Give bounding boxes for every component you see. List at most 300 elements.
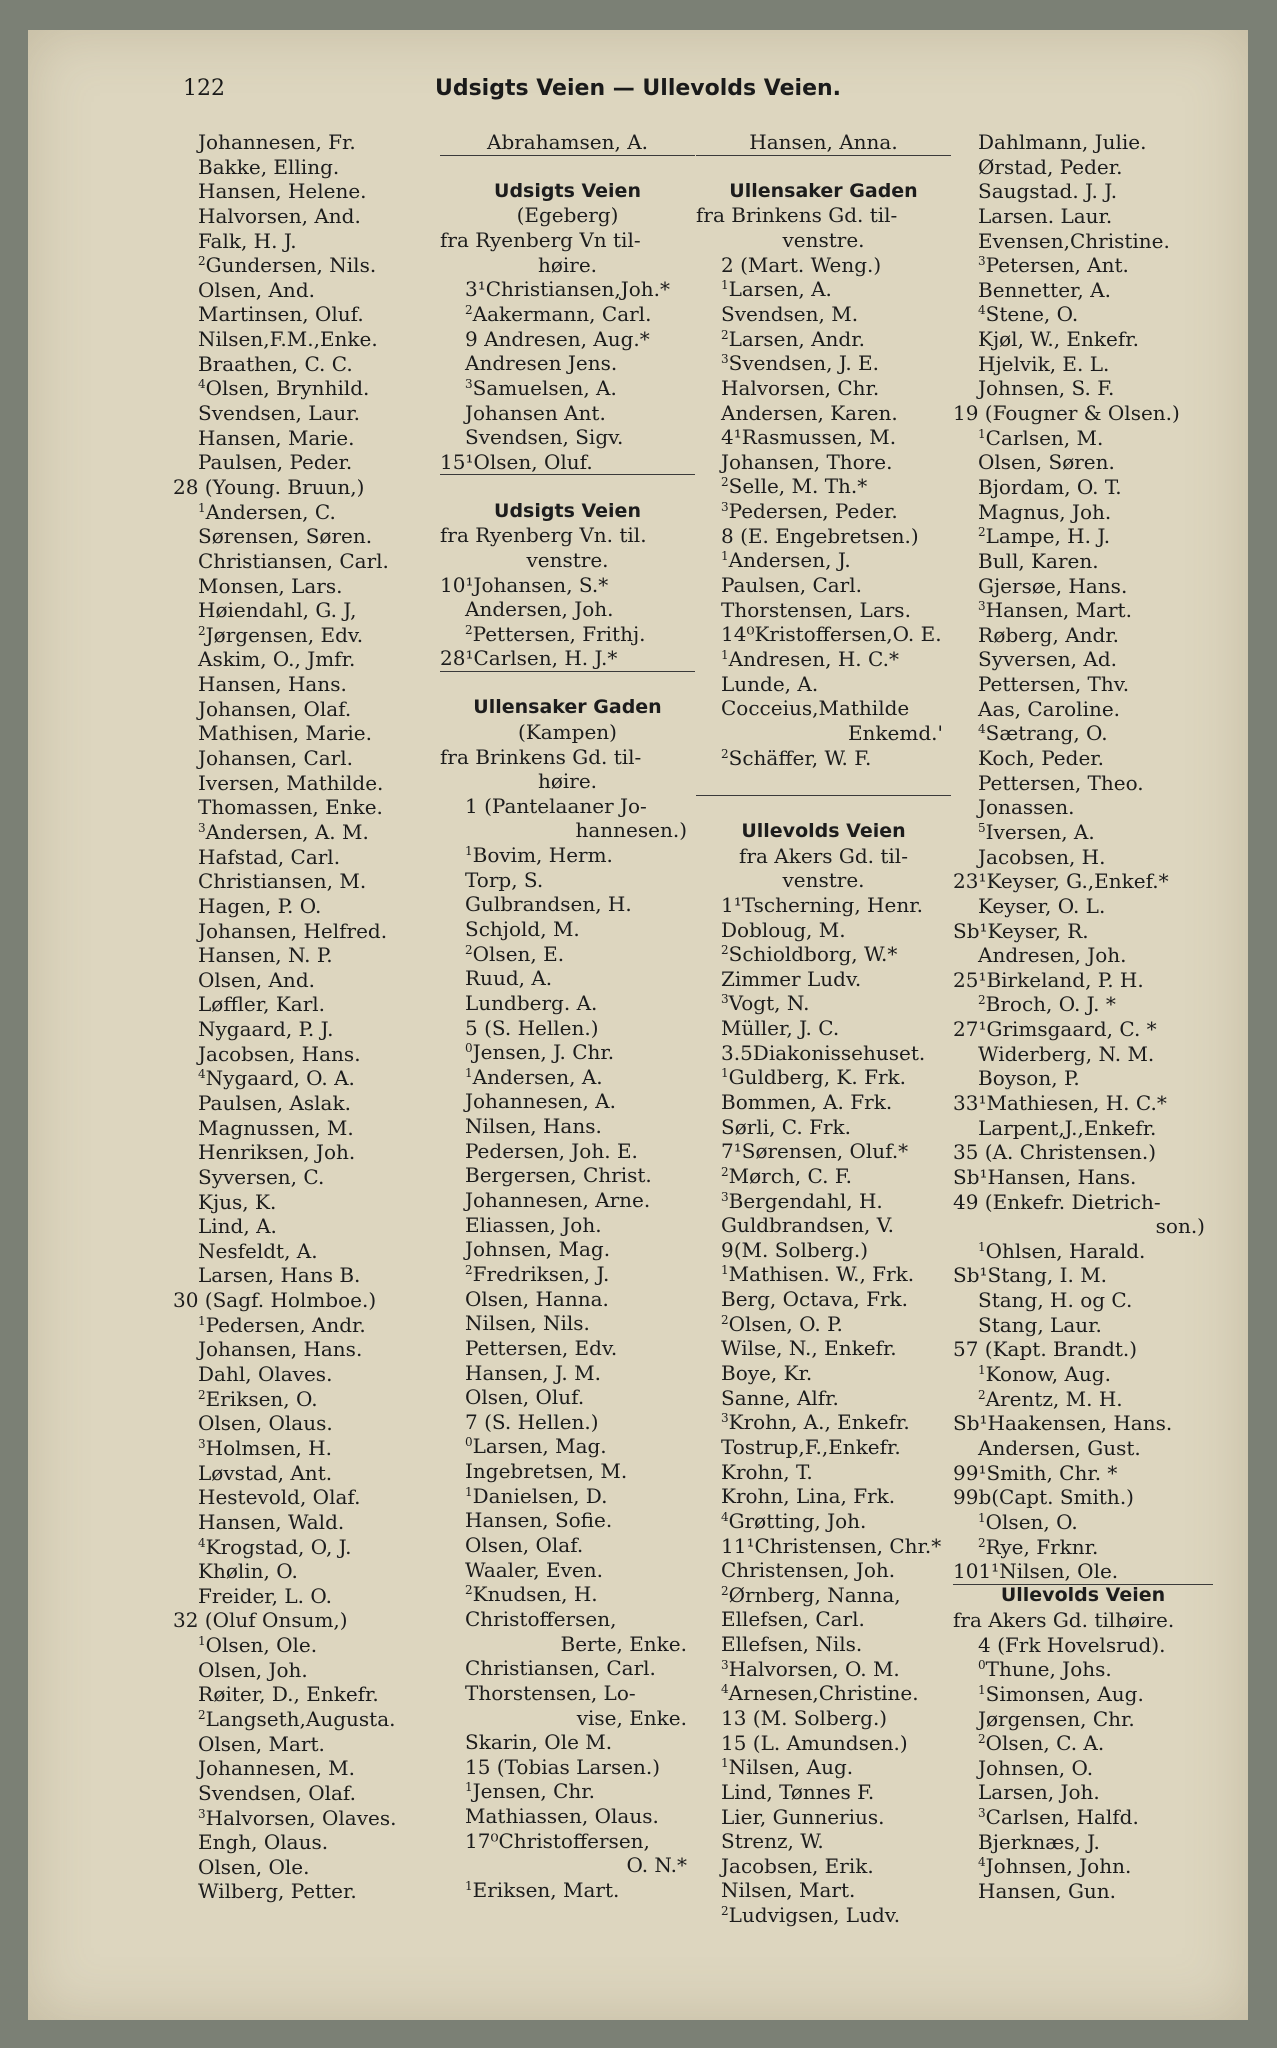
directory-line <box>173 869 428 894</box>
directory-line <box>696 548 951 573</box>
entry-text: Simonsen, Aug. <box>985 1681 1144 1706</box>
directory-line <box>440 597 695 622</box>
directory-line <box>696 647 951 672</box>
directory-line <box>696 1016 951 1041</box>
floor-marker: 2 <box>198 254 206 269</box>
directory-line <box>440 1558 695 1583</box>
directory-line <box>696 1115 951 1140</box>
entry-text: Larsen, Joh. <box>978 1780 1100 1805</box>
entry-text: Jacobsen, Hans. <box>198 1041 361 1066</box>
directory-line <box>953 352 1213 377</box>
entry-text: Johannesen, A. <box>465 1089 616 1114</box>
directory-line <box>173 1214 428 1239</box>
directory-line <box>173 1337 428 1362</box>
directory-line <box>696 1484 951 1509</box>
entry-text: Bergersen, Christ. <box>465 1163 652 1188</box>
entry-text: Johnsen, John. <box>985 1854 1132 1879</box>
entry-text: Magnussen, M. <box>198 1115 354 1140</box>
entry-text: 9 Andresen, Aug.* <box>465 326 650 351</box>
entry-text: Røberg, Andr. <box>978 622 1120 647</box>
directory-line <box>173 1411 428 1436</box>
floor-marker: 2 <box>465 302 473 317</box>
directory-line <box>696 450 951 475</box>
entry-text: Andresen Jens. <box>465 351 618 376</box>
directory-line <box>696 203 951 228</box>
directory-line <box>173 697 428 722</box>
entry-text: Lind, A. <box>198 1214 277 1239</box>
directory-line <box>440 203 695 228</box>
entry-text: Johansen, Helfred. <box>198 918 388 943</box>
entry-text: Lier, Gunnerius. <box>721 1804 885 1829</box>
directory-line <box>173 1559 428 1584</box>
entry-text: Halvorsen, And. <box>198 203 361 228</box>
page-header <box>28 30 1248 110</box>
entry-text: Sætrang, O. <box>985 721 1108 746</box>
street-heading <box>440 499 695 524</box>
entry-text: Eriksen, Mart. <box>472 1877 620 1902</box>
entry-text: Lunde, A. <box>721 671 819 696</box>
floor-marker: 4 <box>978 1855 986 1870</box>
entry-text: 1¹Tscherning, Henr. <box>721 892 923 917</box>
entry-text: Bovim, Herm. <box>472 843 613 868</box>
directory-line <box>696 1238 951 1263</box>
entry-text: 33¹Mathiesen, H. C.* <box>953 1090 1167 1115</box>
directory-line <box>696 1854 951 1879</box>
entry-text: 101¹Nilsen, Ole. <box>953 1559 1119 1584</box>
entry-text: Jacobsen, H. <box>978 844 1106 869</box>
directory-line <box>440 1607 695 1632</box>
entry-text: Paulsen, Aslak. <box>198 1090 351 1115</box>
directory-line <box>696 1903 951 1928</box>
entry-text: Tostrup,F.,Enkefr. <box>721 1434 901 1459</box>
directory-line <box>173 795 428 820</box>
entry-text: 13 (M. Solberg.) <box>721 1706 888 1730</box>
directory-line <box>440 745 695 770</box>
directory-line <box>173 450 428 475</box>
floor-marker: 1 <box>721 1066 729 1081</box>
entry-text: Carlsen, M. <box>985 425 1104 450</box>
entry-text: Dahl, Olaves. <box>198 1362 333 1387</box>
entry-text: Johnsen, Mag. <box>465 1237 611 1262</box>
entry-text: Johansen Ant. <box>465 400 606 425</box>
directory-line <box>953 795 1213 820</box>
directory-line <box>953 1313 1213 1338</box>
entry-text: Syversen, Ad. <box>978 647 1117 672</box>
entry-text: Olsen, Oluf. <box>465 1385 585 1410</box>
entry-text: Bjordam, O. T. <box>978 474 1122 499</box>
directory-line <box>440 450 695 476</box>
entry-text: Krohn, A., Enkefr. <box>728 1410 910 1435</box>
floor-marker: 1 <box>721 278 729 293</box>
entry-text: Thune, Johs. <box>985 1657 1112 1682</box>
entry-text: Olsen, And. <box>198 277 315 302</box>
directory-line <box>173 1042 428 1067</box>
entry-text: Lampe, H. J. <box>985 524 1111 549</box>
directory-line <box>440 351 695 376</box>
directory-line <box>440 843 695 868</box>
entry-text: Müller, J. C. <box>721 1016 840 1041</box>
entry-text: Andersen, A. M. <box>205 819 369 844</box>
directory-line <box>696 228 951 253</box>
entry-text: Olsen, And. <box>198 967 315 992</box>
directory-line <box>953 253 1213 278</box>
directory-line <box>953 1756 1213 1781</box>
directory-line <box>440 1361 695 1386</box>
directory-line <box>173 1608 428 1633</box>
entry-text: Svendsen, Sigv. <box>465 425 624 450</box>
entry-text: Gulbrandsen, H. <box>465 892 632 917</box>
directory-line <box>440 130 695 156</box>
directory-line <box>173 204 428 229</box>
entry-text: Arentz, M. H. <box>985 1386 1123 1411</box>
entry-text: Strenz, W. <box>721 1829 824 1854</box>
directory-line <box>953 1190 1213 1215</box>
entry-text: Pettersen, Edv. <box>465 1335 618 1360</box>
entry-text: Nilsen, Aug. <box>728 1755 854 1780</box>
entry-text: Jørgensen, Edv. <box>205 622 364 647</box>
directory-line <box>440 1016 695 1041</box>
directory-line <box>440 942 695 967</box>
directory-line <box>440 1065 695 1090</box>
directory-line <box>173 1362 428 1387</box>
directory-line <box>173 376 428 401</box>
entry-text: Cocceius,Mathilde <box>721 696 910 721</box>
column-3 <box>696 130 951 1928</box>
entry-text: Falk, H. J. <box>198 228 297 253</box>
entry-text: Jonassen. <box>978 795 1075 820</box>
entry-text: Larsen, Mag. <box>472 1434 607 1459</box>
entry-text: venstre. <box>782 228 865 253</box>
entry-text: Thorstensen, Lo- <box>465 1680 636 1705</box>
entry-text: Sb¹Stang, I. M. <box>953 1263 1108 1288</box>
directory-line <box>440 1459 695 1484</box>
directory-line <box>696 1386 951 1411</box>
entry-text: 10¹Johansen, S.* <box>440 572 609 597</box>
directory-line <box>173 1682 428 1707</box>
entry-text: 4 (Frk Hovelsrud). <box>978 1632 1166 1657</box>
directory-line <box>696 1534 951 1559</box>
floor-marker: 3 <box>465 376 473 391</box>
directory-line <box>696 130 951 156</box>
entry-text: Andersen, J. <box>728 548 851 573</box>
entry-text: Eliassen, Joh. <box>465 1212 602 1237</box>
entry-text: Halvorsen, Olaves. <box>205 1805 397 1830</box>
directory-line <box>173 1461 428 1486</box>
directory-line <box>173 771 428 796</box>
directory-line <box>173 1830 428 1855</box>
entry-text: høire. <box>537 252 598 277</box>
directory-line <box>953 1288 1213 1313</box>
directory-line <box>173 1485 428 1510</box>
entry-text: Aakermann, Carl. <box>472 301 652 326</box>
floor-marker: 4 <box>978 303 986 318</box>
entry-text: Bommen, A. Frk. <box>721 1089 893 1114</box>
directory-line <box>953 820 1213 845</box>
entry-text: Krohn, T. <box>721 1459 813 1484</box>
entry-text: Eriksen, O. <box>205 1386 318 1411</box>
floor-marker: 1 <box>721 549 729 564</box>
directory-line <box>953 229 1213 254</box>
entry-text: Andersen, A. <box>472 1064 603 1089</box>
directory-line <box>440 1385 695 1410</box>
directory-line <box>696 918 951 943</box>
entry-text: 32 (Oluf Onsum,) <box>173 1608 348 1633</box>
directory-line <box>953 1214 1213 1239</box>
directory-line <box>440 1804 695 1829</box>
directory-line <box>440 1040 695 1065</box>
directory-line <box>173 130 428 155</box>
floor-marker: 3 <box>978 254 986 269</box>
entry-text: Olsen, Olaus. <box>198 1411 333 1436</box>
entry-text: fra Ryenberg Vn. til. <box>440 523 647 548</box>
directory-line <box>173 278 428 303</box>
floor-marker: 1 <box>198 1313 206 1328</box>
entry-text: Olsen, Mart. <box>198 1731 325 1756</box>
entry-text: Halvorsen, Chr. <box>721 375 880 400</box>
floor-marker: 3 <box>198 820 206 835</box>
entry-text: Hansen, Wald. <box>198 1509 345 1534</box>
directory-line <box>953 1066 1213 1091</box>
directory-line <box>953 179 1213 204</box>
directory-line <box>953 623 1213 648</box>
directory-line <box>440 769 695 794</box>
directory-line <box>953 1731 1213 1756</box>
column-2 <box>440 130 695 1903</box>
directory-line <box>953 1780 1213 1805</box>
entry-text: Guldbrandsen, V. <box>721 1213 895 1238</box>
directory-line <box>696 1805 951 1830</box>
entry-text: 3.5Diakonissehuset. <box>721 1040 926 1065</box>
entry-text: Enkemd.' <box>847 720 943 745</box>
entry-text: Selle, M. Th.* <box>728 474 868 499</box>
directory-line <box>173 1190 428 1215</box>
directory-line <box>440 302 695 327</box>
entry-text: Nygaard, P. J. <box>198 1017 334 1042</box>
directory-line <box>173 1066 428 1091</box>
entry-text: 5 (S. Hellen.) <box>465 1015 599 1040</box>
directory-line <box>440 1508 695 1533</box>
entry-text: Mørch, C. F. <box>728 1163 852 1188</box>
floor-marker: 1 <box>198 500 206 515</box>
entry-text: 57 (Kapt. Brandt.) <box>953 1337 1138 1362</box>
floor-marker: 2 <box>721 1312 729 1327</box>
directory-line <box>696 967 951 992</box>
entry-text: hannesen.) <box>575 818 687 843</box>
directory-line <box>696 1189 951 1214</box>
directory-line <box>696 1607 951 1632</box>
entry-text: Zimmer Ludv. <box>721 966 862 991</box>
entry-text: 2 (Mart. Weng.) <box>721 252 882 277</box>
directory-line <box>696 1041 951 1066</box>
directory-line <box>173 155 428 180</box>
street-heading <box>440 695 695 720</box>
directory-line <box>953 1017 1213 1042</box>
entry-text: fra Ryenberg Vn til- <box>440 228 641 253</box>
directory-line <box>440 1878 695 1903</box>
entry-text: Ohlsen, Harald. <box>985 1238 1146 1263</box>
directory-line <box>440 892 695 917</box>
floor-marker: 3 <box>978 1806 986 1821</box>
entry-text: Ørnberg, Nanna, <box>728 1582 901 1607</box>
entry-text: Jensen, Chr. <box>472 1779 595 1804</box>
entry-text: Andersen, Karen. <box>721 400 898 425</box>
directory-line <box>173 229 428 254</box>
directory-line <box>953 278 1213 303</box>
floor-marker: 4 <box>198 1067 206 1082</box>
directory-line <box>696 893 951 918</box>
entry-text: Sanne, Alfr. <box>721 1385 839 1410</box>
directory-line <box>696 1312 951 1337</box>
directory-line <box>173 1091 428 1116</box>
directory-line <box>953 1461 1213 1486</box>
entry-text: Jensen, J. Chr. <box>472 1040 615 1065</box>
directory-line <box>440 917 695 942</box>
entry-text: Monsen, Lars. <box>198 573 343 598</box>
directory-line <box>953 1559 1213 1585</box>
directory-line <box>173 1263 428 1288</box>
entry-text: Andersen, Gust. <box>978 1435 1141 1460</box>
entry-text: (Kampen) <box>518 719 617 744</box>
directory-line <box>696 1164 951 1189</box>
entry-text: Hansen, Sofie. <box>465 1508 613 1533</box>
entry-text: høire. <box>537 769 598 794</box>
directory-line <box>953 1140 1213 1165</box>
directory-line <box>696 1731 951 1756</box>
floor-marker: 1 <box>198 1634 206 1649</box>
entry-text: 15 (Tobias Larsen.) <box>465 1754 661 1779</box>
directory-line <box>953 450 1213 475</box>
directory-line <box>696 794 951 819</box>
floor-marker: 4 <box>198 1535 206 1550</box>
entry-text: (Egeberg) <box>516 203 619 228</box>
directory-line <box>696 302 951 327</box>
entry-text: Ullevolds Veien <box>1000 1584 1166 1607</box>
entry-text: Abrahamsen, A. <box>487 130 648 154</box>
entry-text: Ørstad, Peder. <box>978 154 1123 179</box>
directory-line <box>173 968 428 993</box>
directory-line <box>173 1313 428 1338</box>
entry-text: Bakke, Elling. <box>198 154 340 179</box>
floor-marker: 4 <box>721 1509 729 1524</box>
directory-line <box>953 155 1213 180</box>
entry-text: Pettersen, Thv. <box>978 672 1130 697</box>
directory-line <box>440 228 695 253</box>
floor-marker: 2 <box>465 1262 473 1277</box>
directory-line <box>953 845 1213 870</box>
entry-text: Udsigts Veien <box>494 499 641 522</box>
entry-text: Arnesen,Christine. <box>728 1681 919 1706</box>
entry-text: 9(M. Solberg.) <box>721 1237 869 1262</box>
entry-text: Hansen, Marie. <box>198 425 355 450</box>
directory-line <box>173 327 428 352</box>
entry-text: Henriksen, Joh. <box>198 1140 356 1165</box>
directory-line <box>440 991 695 1016</box>
entry-text: Andersen, Joh. <box>465 597 614 622</box>
directory-line <box>696 154 951 179</box>
directory-line <box>953 1535 1213 1560</box>
directory-line <box>696 1336 951 1361</box>
entry-text: Olsen, Brynhild. <box>205 376 370 401</box>
floor-marker: 2 <box>978 993 986 1008</box>
floor-marker: 1 <box>978 1363 986 1378</box>
entry-text: Thorstensen, Lars. <box>721 597 911 622</box>
floor-marker: 2 <box>978 1535 986 1550</box>
entry-text: Samuelsen, A. <box>472 375 617 400</box>
entry-text: Sb¹Keyser, R. <box>953 918 1089 943</box>
directory-line <box>696 598 951 623</box>
directory-line <box>953 598 1213 623</box>
entry-text: Knudsen, H. <box>472 1582 598 1607</box>
entry-text: Braathen, C. C. <box>198 351 353 376</box>
directory-line <box>440 1656 695 1681</box>
directory-line <box>696 1780 951 1805</box>
directory-line <box>953 1633 1213 1658</box>
floor-marker: 1 <box>465 1484 473 1499</box>
floor-marker: 3 <box>721 1189 729 1204</box>
directory-line <box>953 475 1213 500</box>
directory-line <box>173 1879 428 1904</box>
entry-text: Stene, O. <box>985 302 1079 327</box>
directory-line <box>173 401 428 426</box>
directory-line <box>953 549 1213 574</box>
entry-text: fra Brinkens Gd. til- <box>440 744 642 769</box>
entry-text: Halvorsen, O. M. <box>728 1656 900 1681</box>
entry-text: Skarin, Ole M. <box>465 1730 613 1755</box>
floor-marker: 2 <box>721 475 729 490</box>
entry-text: Olsen, Ole. <box>205 1633 318 1658</box>
directory-line <box>953 919 1213 944</box>
entry-text: Hafstad, Carl. <box>198 844 341 869</box>
directory-line <box>953 1830 1213 1855</box>
entry-text: Ullensaker Gaden <box>729 179 918 202</box>
entry-text: Løvstad, Ant. <box>198 1460 333 1485</box>
entry-text: Krohn, Lina, Frk. <box>721 1484 896 1509</box>
entry-text: Sb¹Haakensen, Hans. <box>953 1411 1173 1436</box>
entry-text: vise, Enke. <box>576 1705 687 1730</box>
entry-text: Ludvigsen, Ludv. <box>728 1903 901 1928</box>
floor-marker: 2 <box>721 327 729 342</box>
entry-text: Ingebretsen, M. <box>465 1459 628 1484</box>
directory-line <box>696 1755 951 1780</box>
entry-text: fra Brinkens Gd. til- <box>696 203 898 228</box>
floor-marker: 1 <box>465 1065 473 1080</box>
entry-text: Hansen, Gun. <box>978 1878 1117 1903</box>
floor-marker: 1 <box>465 1780 473 1795</box>
entry-text: Widerberg, N. M. <box>978 1041 1155 1066</box>
directory-line <box>440 1139 695 1164</box>
entry-text: 27¹Grimsgaard, C. * <box>953 1017 1157 1042</box>
entry-text: venstre. <box>526 547 609 572</box>
directory-line <box>173 623 428 648</box>
entry-text: Johansen, Hans. <box>198 1337 363 1362</box>
floor-marker: 5 <box>978 820 986 835</box>
directory-line <box>440 277 695 302</box>
entry-text: Udsigts Veien <box>494 179 641 202</box>
entry-text: Nesfeldt, A. <box>198 1238 318 1263</box>
entry-text: Andresen, Joh. <box>978 943 1127 968</box>
directory-line <box>173 647 428 672</box>
directory-line <box>696 499 951 524</box>
entry-text: Schioldborg, W.* <box>728 942 898 967</box>
directory-line <box>173 820 428 845</box>
directory-line <box>696 1583 951 1608</box>
floor-marker: 3 <box>978 599 986 614</box>
directory-line <box>696 1213 951 1238</box>
directory-line <box>440 154 695 179</box>
floor-marker: 3 <box>198 1806 206 1821</box>
entry-text: Olsen, Joh. <box>198 1657 308 1682</box>
directory-line <box>440 1089 695 1114</box>
